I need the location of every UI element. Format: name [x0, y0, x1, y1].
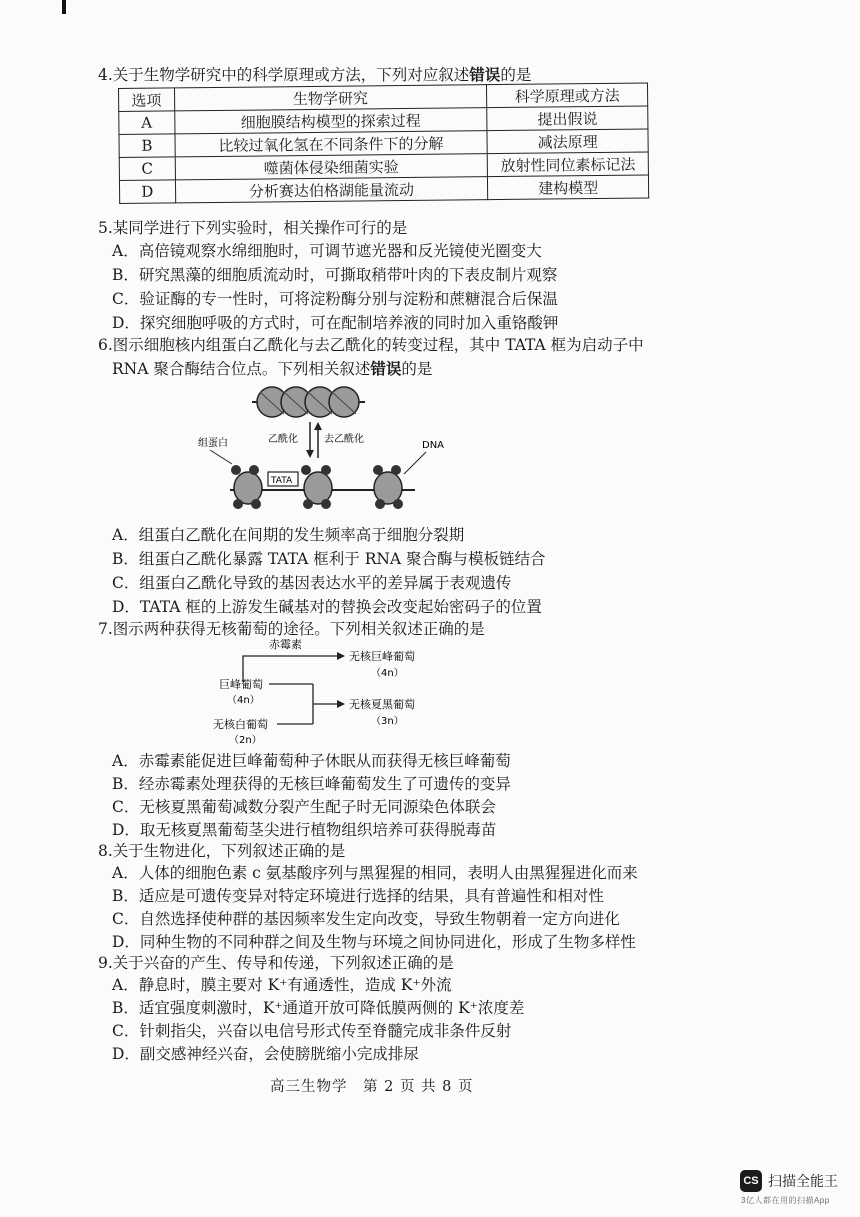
q4-tail: 的是	[500, 66, 532, 84]
q4-stem-text: 4.关于生物学研究中的科学原理或方法，下列对应叙述	[98, 66, 470, 84]
acetyl-group	[391, 465, 401, 475]
label-histone: 组蛋白	[198, 438, 228, 449]
arrow-head-down	[306, 450, 314, 458]
q6-stem-line1: 6.图示细胞核内组蛋白乙酰化与去乙酰化的转变过程，其中 TATA 框为启动子中	[98, 336, 644, 354]
q4-emph: 错误	[469, 65, 501, 84]
header-research: 生物学研究	[174, 85, 487, 111]
scan-edge-mark	[62, 0, 66, 14]
camscanner-name: 扫描全能王	[768, 1173, 838, 1189]
histone-pointer	[210, 450, 232, 464]
q7-option-b: B．经赤霉素处理获得的无核巨峰葡萄发生了可遗传的变异	[112, 775, 511, 793]
q6-option-b: B．组蛋白乙酰化暴露 TATA 框利于 RNA 聚合酶与模板链结合	[112, 550, 546, 568]
q8-option-c: C．自然选择使种群的基因频率发生定向改变，导致生物朝着一定方向进化	[112, 910, 620, 928]
q9-option-a: A．静息时，膜主要对 K⁺有通透性，造成 K⁺外流	[112, 976, 452, 994]
label-gibberellin: 赤霉素	[269, 638, 302, 651]
label-seedless-black-ploidy: （3n）	[371, 716, 404, 727]
acetyl-group	[231, 465, 241, 475]
acetyl-group	[251, 499, 261, 509]
q9-stem: 9.关于兴奋的产生、传导和传递，下列叙述正确的是	[98, 954, 454, 972]
q9-option-b: B．适宜强度刺激时，K⁺通道开放可降低膜两侧的 K⁺浓度差	[112, 999, 525, 1017]
cell-option: A	[119, 111, 175, 135]
cell-method: 放射性同位素标记法	[487, 152, 648, 177]
q4-table	[118, 82, 649, 204]
header-method: 科学原理或方法	[487, 83, 648, 108]
label-kyoho-ploidy: （4n）	[227, 695, 260, 706]
label-seedless-white: 无核白葡萄	[213, 718, 268, 731]
q6-option-a: A．组蛋白乙酰化在间期的发生频率高于细胞分裂期	[112, 526, 465, 544]
nucleosome-top-group	[257, 387, 359, 417]
acetyl-group	[321, 499, 331, 509]
label-kyoho: 巨峰葡萄	[219, 678, 263, 691]
header-option: 选项	[119, 88, 175, 112]
cell-option: C	[119, 157, 175, 181]
q6-stem-line2	[112, 358, 432, 380]
q7-option-c: C．无核夏黑葡萄减数分裂产生配子时无同源染色体联会	[112, 798, 496, 816]
q6-stem2-text: RNA 聚合酶结合位点。下列相关叙述	[112, 360, 371, 378]
q8-option-b: B．适应是可遗传变异对特定环境进行选择的结果，具有普遍性和相对性	[112, 887, 604, 905]
q7-option-d: D．取无核夏黑葡萄茎尖进行植物组织培养可获得脱毒苗	[112, 821, 497, 839]
cell-method: 提出假说	[487, 106, 648, 131]
q5-option-c: C．验证酶的专一性时，可将淀粉酶分别与淀粉和蔗糖混合后保温	[112, 290, 558, 308]
acetyl-group	[303, 499, 313, 509]
camscanner-tagline: 3亿人都在用的扫描App	[741, 1196, 830, 1205]
acetyl-group	[249, 465, 259, 475]
q9-option-d: D．副交感神经兴奋，会使膀胱缩小完成排尿	[112, 1045, 419, 1063]
q6-option-c: C．组蛋白乙酰化导致的基因表达水平的差异属于表观遗传	[112, 574, 512, 592]
label-seedless-black: 无核夏黑葡萄	[349, 698, 415, 711]
q8-stem: 8.关于生物进化，下列叙述正确的是	[98, 842, 346, 860]
arrow-head	[337, 652, 345, 660]
label-tata: TATA	[271, 476, 293, 486]
cell-research: 比较过氧化氢在不同条件下的分解	[175, 131, 488, 157]
q6-tail: 的是	[401, 360, 433, 378]
cell-research: 分析赛达伯格湖能量流动	[175, 177, 488, 203]
cell-research: 噬菌体侵染细菌实验	[175, 154, 488, 180]
cell-option: B	[119, 134, 175, 158]
label-seedless-white-ploidy: （2n）	[229, 735, 262, 746]
label-deacetylation: 去乙酰化	[324, 434, 364, 445]
camscanner-watermark	[740, 1170, 838, 1192]
label-dna: DNA	[422, 440, 445, 451]
arrow-head	[337, 700, 345, 708]
cell-research: 细胞膜结构模型的探索过程	[174, 108, 487, 134]
q8-option-a: A．人体的细胞色素 c 氨基酸序列与黑猩猩的相同，表明人由黑猩猩进化而来	[112, 864, 638, 882]
acetyl-group	[375, 499, 385, 509]
nucleosome-diagram	[190, 380, 450, 510]
grape-pathway-diagram	[205, 636, 445, 748]
cell-method: 建构模型	[488, 175, 649, 200]
q5-option-d: D．探究细胞呼吸的方式时，可在配制培养液的同时加入重铬酸钾	[112, 314, 559, 332]
q6-option-d: D．TATA 框的上游发生碱基对的替换会改变起始密码子的位置	[112, 598, 542, 616]
acetyl-group	[393, 499, 403, 509]
label-seedless-kyoho-ploidy: （4n）	[371, 668, 404, 679]
table-row	[119, 175, 648, 204]
q5-stem: 5.某同学进行下列实验时，相关操作可行的是	[98, 219, 408, 237]
page-footer: 高三生物学 第 2 页 共 8 页	[270, 1079, 474, 1095]
q9-option-c: C．针刺指尖，兴奋以电信号形式传至脊髓完成非条件反射	[112, 1022, 512, 1040]
acetyl-group	[373, 465, 383, 475]
acetyl-group	[301, 465, 311, 475]
cell-method: 减法原理	[487, 129, 648, 154]
label-seedless-kyoho: 无核巨峰葡萄	[349, 650, 415, 663]
q7-option-a: A．赤霉素能促进巨峰葡萄种子休眠从而获得无核巨峰葡萄	[112, 752, 511, 770]
q7-stem: 7.图示两种获得无核葡萄的途径。下列相关叙述正确的是	[98, 620, 485, 638]
label-acetylation: 乙酰化	[268, 434, 298, 445]
cell-option: D	[119, 180, 175, 204]
dna-pointer	[404, 452, 426, 474]
q4-stem	[98, 64, 531, 86]
q5-option-a: A．高倍镜观察水绵细胞时，可调节遮光器和反光镜使光圈变大	[112, 242, 542, 260]
acetyl-group	[233, 499, 243, 509]
q5-option-b: B．研究黑藻的细胞质流动时，可撕取稍带叶肉的下表皮制片观察	[112, 266, 558, 284]
arrow-head-up	[314, 422, 322, 430]
q6-emph: 错误	[370, 359, 402, 378]
q8-option-d: D．同种生物的不同种群之间及生物与环境之间协同进化，形成了生物多样性	[112, 933, 636, 951]
acetyl-group	[321, 465, 331, 475]
camscanner-logo-icon: CS	[740, 1170, 762, 1192]
